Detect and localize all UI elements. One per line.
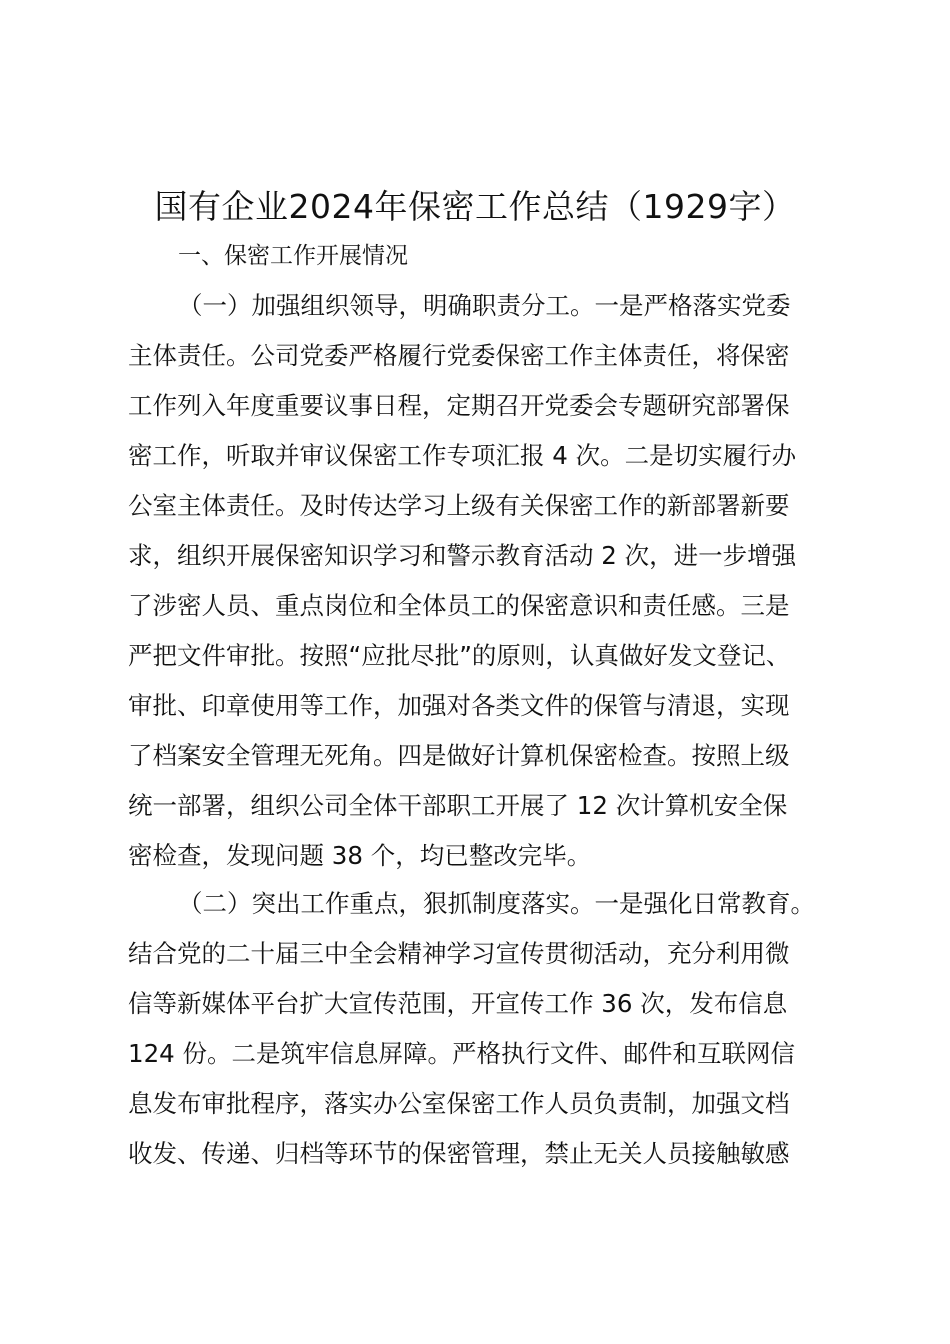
paragraph-line: （二）突出工作重点，狠抓制度落实。一是强化日常教育。 <box>178 889 815 918</box>
section-heading: 一、保密工作开展情况 <box>178 243 408 269</box>
paragraph-line: 信等新媒体平台扩大宣传范围，开宣传工作 36 次，发布信息 <box>128 989 788 1018</box>
paragraph-line: 了档案安全管理无死角。四是做好计算机保密检查。按照上级 <box>128 741 790 770</box>
paragraph-1 <box>128 281 838 881</box>
paragraph-line: 密检查，发现问题 38 个，均已整改完毕。 <box>128 841 592 870</box>
paragraph-line: 124 份。二是筑牢信息屏障。严格执行文件、邮件和互联网信 <box>128 1039 796 1068</box>
paragraph-2 <box>128 879 838 1179</box>
paragraph-line: 工作列入年度重要议事日程，定期召开党委会专题研究部署保 <box>128 391 790 420</box>
paragraph-line: 结合党的二十届三中全会精神学习宣传贯彻活动，充分利用微 <box>128 939 790 968</box>
paragraph-line: 审批、印章使用等工作，加强对各类文件的保管与清退，实现 <box>128 691 790 720</box>
paragraph-line: 公室主体责任。及时传达学习上级有关保密工作的新部署新要 <box>128 491 790 520</box>
paragraph-line: 密工作，听取并审议保密工作专项汇报 4 次。二是切实履行办 <box>128 441 797 470</box>
paragraph-line: （一）加强组织领导，明确职责分工。一是严格落实党委 <box>178 291 791 320</box>
paragraph-line: 了涉密人员、重点岗位和全体员工的保密意识和责任感。三是 <box>128 591 790 620</box>
paragraph-line: 收发、传递、归档等环节的保密管理，禁止无关人员接触敏感 <box>128 1139 790 1168</box>
paragraph-line: 严把文件审批。按照“应批尽批”的原则，认真做好发文登记、 <box>128 641 791 670</box>
document-title: 国有企业2024年保密工作总结（1929字） <box>154 187 796 226</box>
paragraph-line: 求，组织开展保密知识学习和警示教育活动 2 次，进一步增强 <box>128 541 797 570</box>
paragraph-line: 统一部署，组织公司全体干部职工开展了 12 次计算机安全保 <box>128 791 788 820</box>
paragraph-line: 主体责任。公司党委严格履行党委保密工作主体责任，将保密 <box>128 341 790 370</box>
paragraph-line: 息发布审批程序，落实办公室保密工作人员负责制，加强文档 <box>128 1089 790 1118</box>
